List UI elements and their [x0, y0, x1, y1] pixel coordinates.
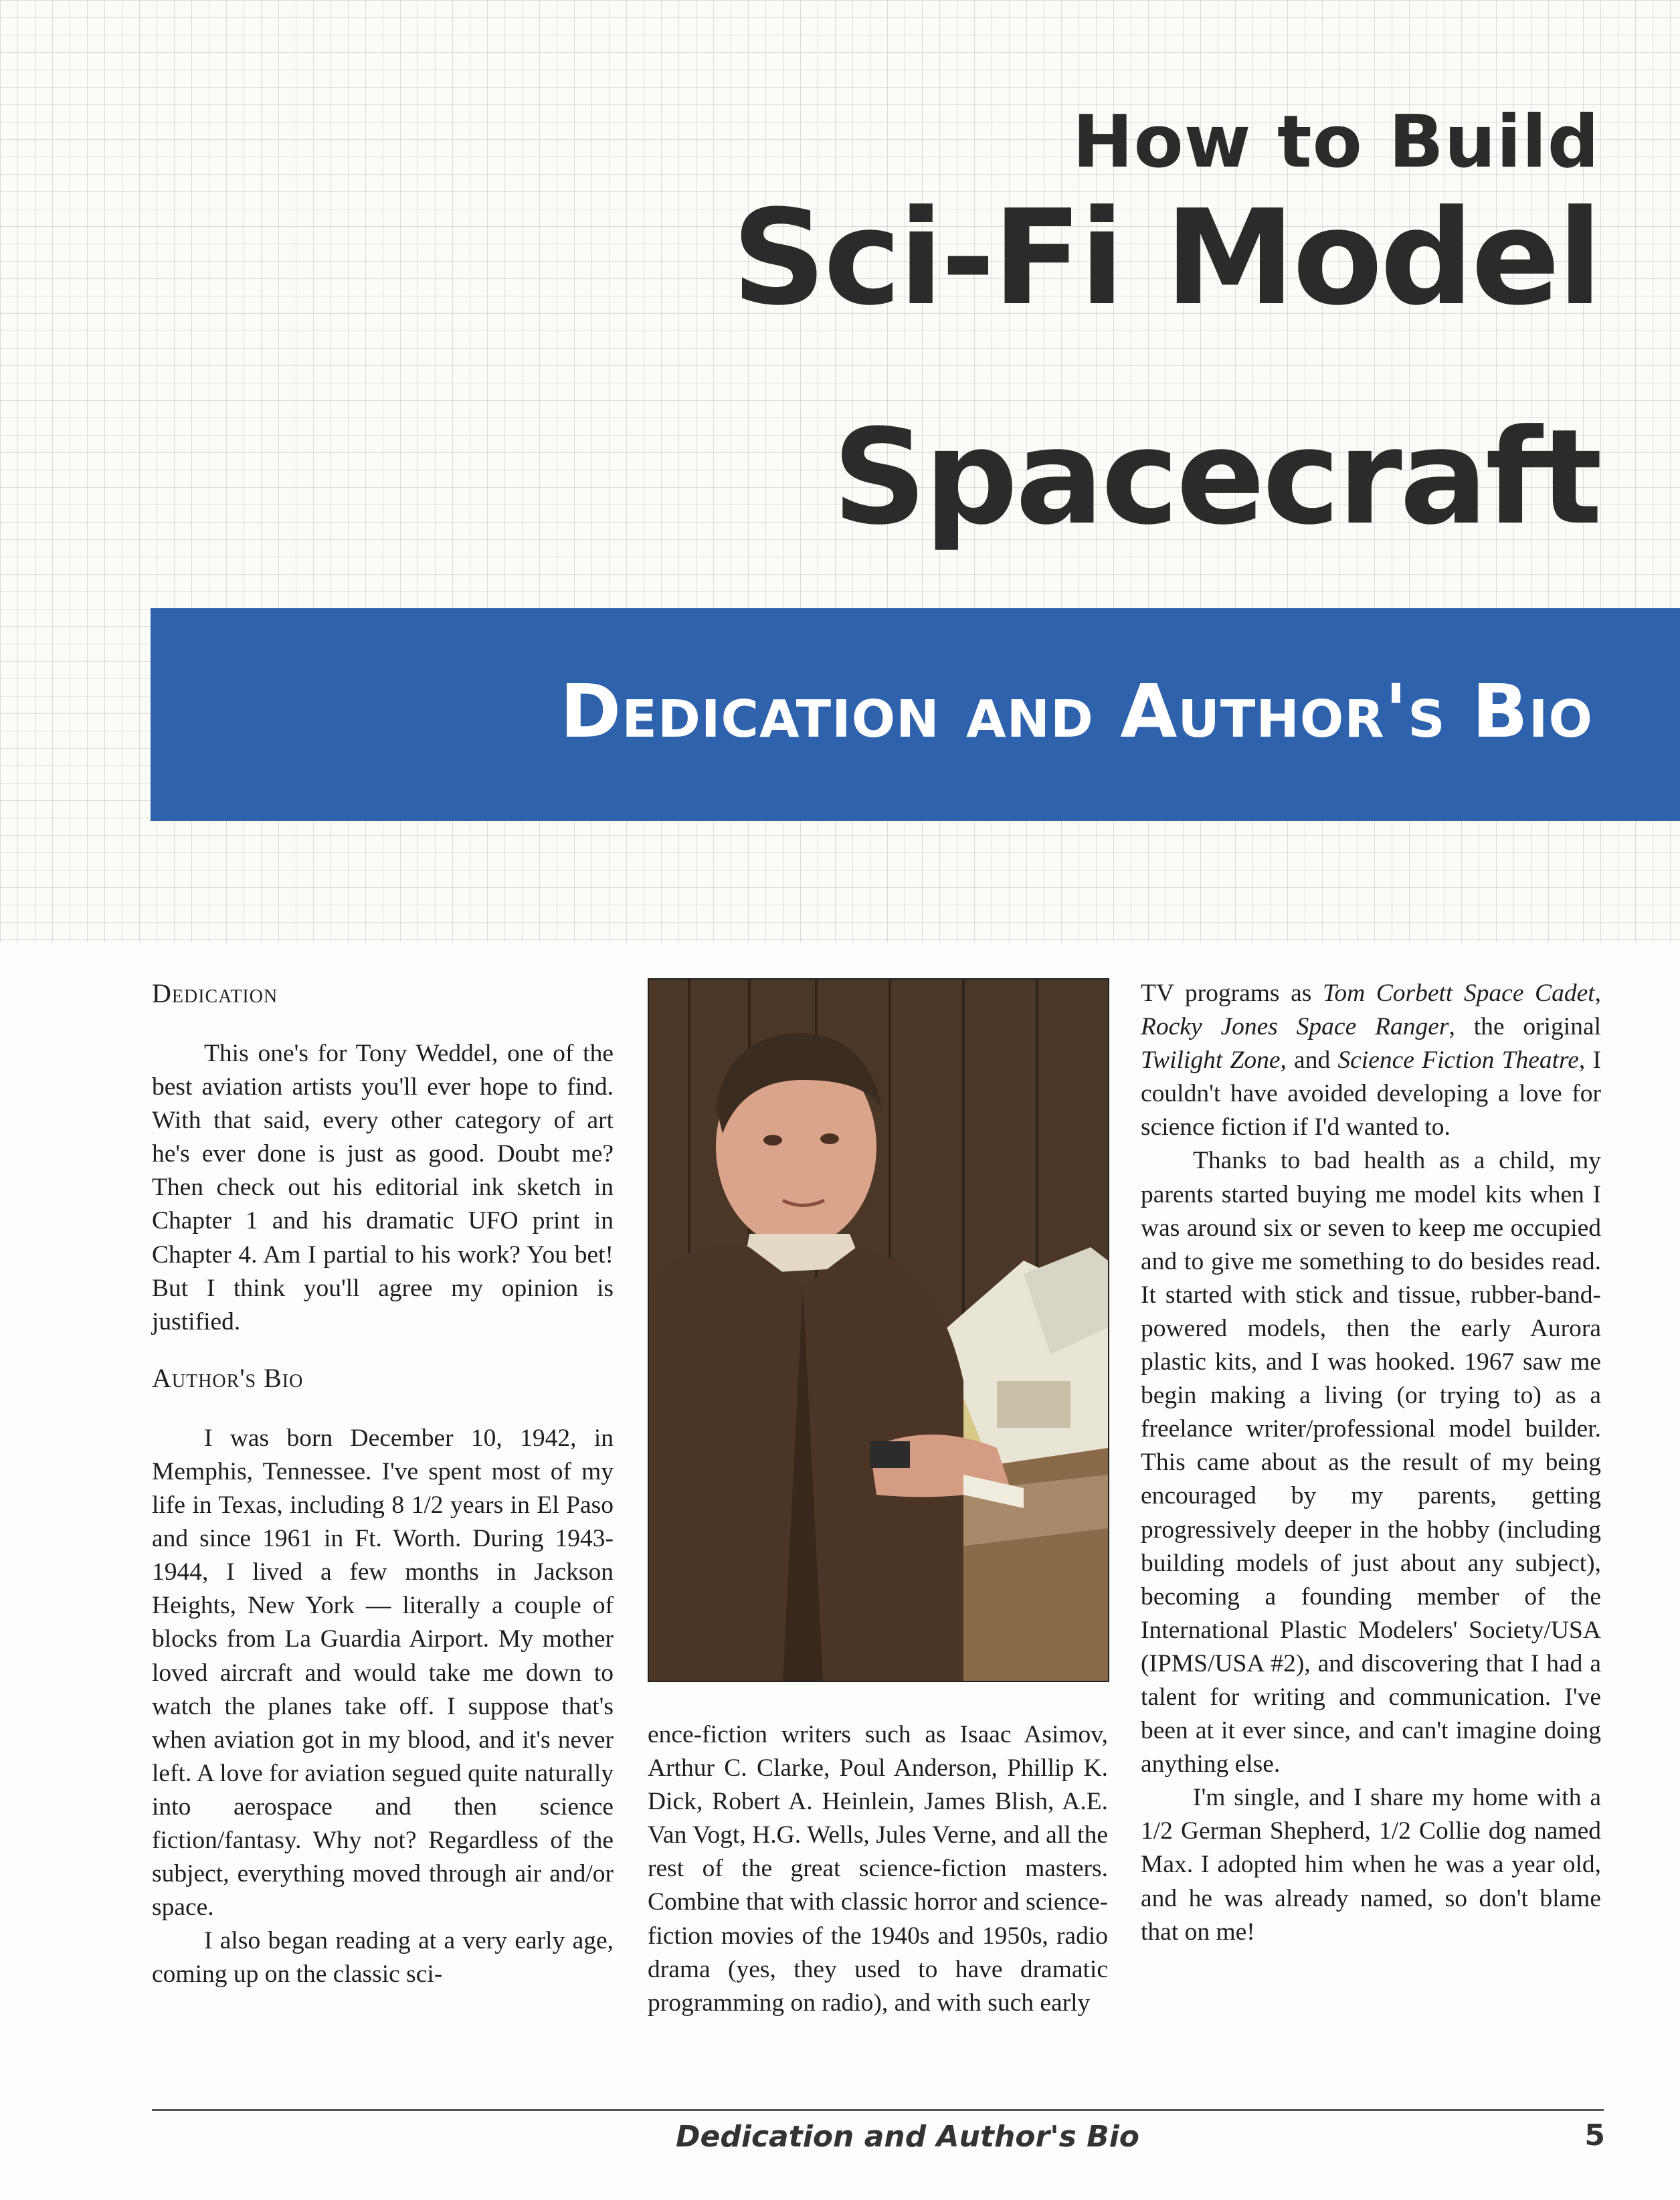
- footer-rule: [152, 2109, 1604, 2111]
- show-title-rocky-jones: Rocky Jones Space Ranger: [1141, 1013, 1449, 1041]
- text-column-2: [648, 1718, 1108, 2020]
- title-line-3: Spacecraft: [832, 401, 1600, 554]
- show-title-twilight-zone: Twilight Zone: [1141, 1046, 1281, 1075]
- show-title-science-fiction-theatre: Science Fiction Theatre: [1337, 1046, 1579, 1075]
- chapter-banner: [151, 608, 1680, 821]
- bio-paragraph-2-start: I also began reading at a very early age, coming up on the classic sci-: [152, 1927, 614, 1989]
- page-number: 5: [1584, 2118, 1605, 2152]
- bio-paragraph-4: I'm single, and I share my home with a 1/2 German Shepherd, 1/2 Collie dog named Max. I adopted him when he was a year old, and he was already named, so don't blame that on me!: [1141, 1784, 1601, 1946]
- bio-heading: Author's Bio: [152, 1362, 304, 1393]
- chapter-heading: Dedication and Author's Bio: [560, 668, 1593, 754]
- dedication-paragraph: This one's for Tony Weddel, one of the best aviation artists you'll ever hope to find. With that said, every other category of art he's ever done is just as good. Doubt me? Then check out his editorial ink sketch in Chapter 1 and his dramatic UFO print in Chapter 4. Am I partial to his work? You bet! But I think you'll agree my opinion is justified.: [152, 1040, 614, 1336]
- title-line-1: How to Build: [1072, 100, 1600, 184]
- bio-paragraph-1: I was born December 10, 1942, in Memphis, Tennessee. I've spent most of my life in Texas, including 8 1/2 years in El Paso and since 1961 in Ft. Worth. During 1943-1944, I lived a few months in Jackson Heights, New York — literally a couple of blocks from La Guardia Airport. My mother loved aircraft and would take me down to watch the planes take off. I suppose that's when aviation got in my blood, and it's never left. A love for aviation segued quite naturally into aerospace and then science fiction/fantasy. Why not? Regardless of the subject, everything moved through air and/or space.: [152, 1424, 614, 1922]
- text-column-1: [152, 977, 614, 1991]
- show-title-tom-corbett: Tom Corbett Space Cadet: [1322, 980, 1595, 1007]
- bio-paragraph-2-continued: ence-fiction writers such as Isaac Asimov, Arthur C. Clarke, Poul Anderson, Phillip K. Dick, Robert A. Heinlein, James Blish, A.E. Van Vogt, H.G. Wells, Jules Verne, and all the rest of the great science-fiction masters. Combine that with classic horror and science-fiction movies of the 1940s and 1950s, radio drama (yes, they used to have dramatic programming on radio), and with such early: [648, 1721, 1108, 2017]
- text-column-3: [1141, 977, 1601, 1949]
- title-line-2: Sci-Fi Model: [731, 182, 1600, 335]
- running-footer-title: Dedication and Author's Bio: [676, 2120, 1140, 2154]
- bio-paragraph-3: Thanks to bad health as a child, my parents started buying me model kits when I was around six or seven to keep me occupied and to give me something to do besides read. It started with stick and tissue, rubber-band-powered models, then the early Aurora plastic kits, and I was hooked. 1967 saw me begin making a living (or trying to) as a freelance writer/professional model builder. This came about as the result of my being encouraged by my parents, getting progressively deeper in the hobby (including building models of just about any subject), becoming a founding member of the International Plastic Modelers' Society/USA (IPMS/USA #2), and discovering that I had a talent for writing and communication. I've been at it ever since, and can't imagine doing anything else.: [1141, 1147, 1601, 1778]
- bio-paragraph-2-end: TV programs as Tom Corbett Space Cadet, Rocky Jones Space Ranger, the original Twilight Zone, and Science Fiction Theatre, I couldn't have avoided developing a love for science fiction if I'd wanted to.: [1141, 980, 1602, 1141]
- dedication-heading: Dedication: [152, 978, 278, 1008]
- author-photo: [648, 978, 1109, 1682]
